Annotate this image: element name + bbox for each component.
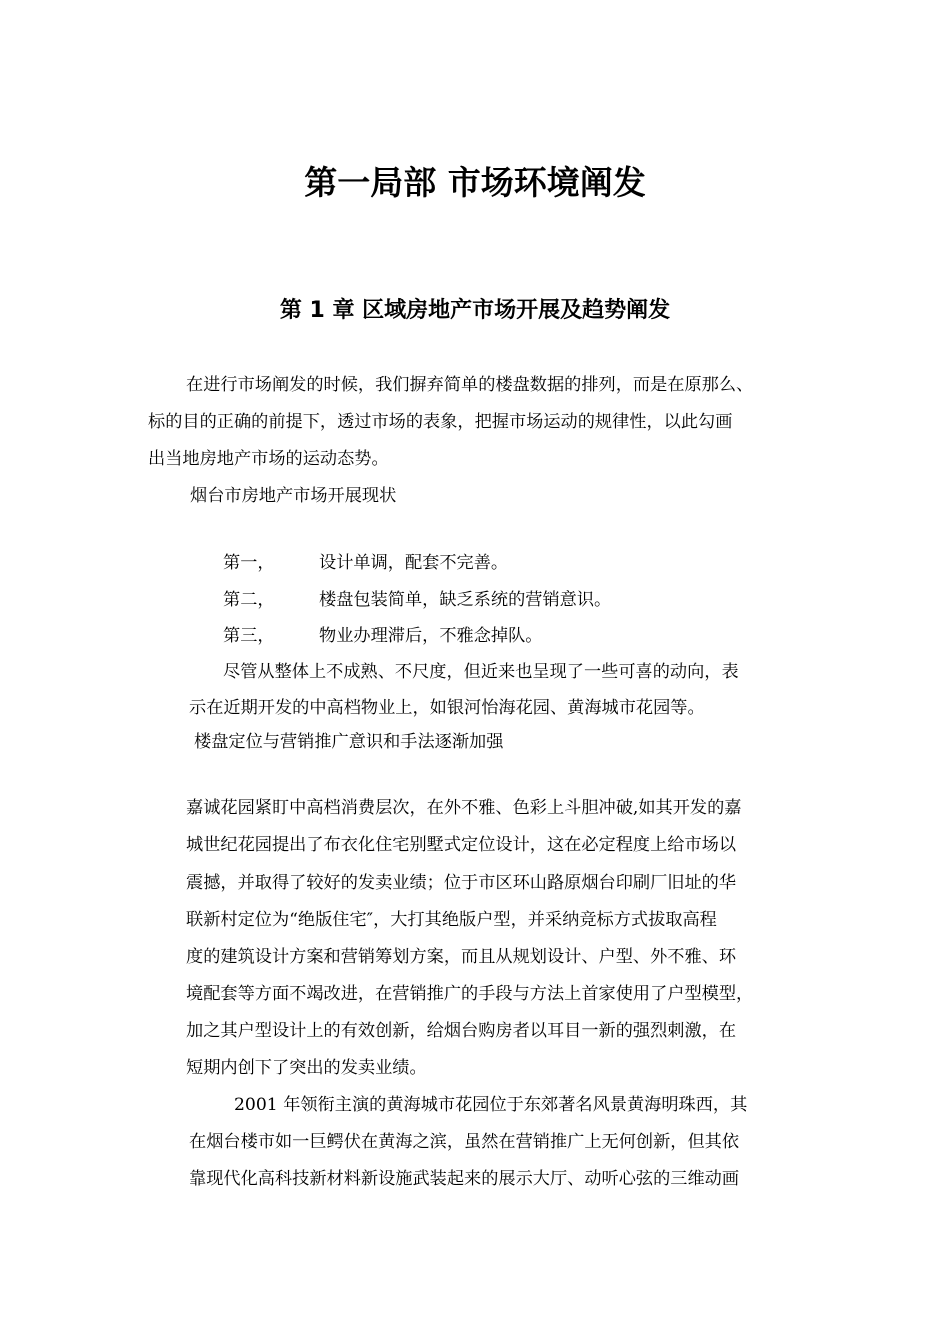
paragraph-line: 度的建筑设计方案和营销筹划方案，而且从规划设计、户型、外不雅、环 bbox=[186, 947, 737, 967]
paragraph-line: 加之其户型设计上的有效创新，给烟台购房者以耳目一新的强烈刺激，在 bbox=[186, 1021, 737, 1041]
list-item-number: 第二， bbox=[223, 590, 275, 610]
chapter-title: 第 1 章 区域房地产市场开展及趋势阐发 bbox=[279, 298, 671, 323]
paragraph-line: 2001 年领衔主演的黄海城市花园位于东郊著名风景黄海明珠西，其 bbox=[234, 1095, 748, 1115]
list-item-text: 楼盘包装简单，缺乏系统的营销意识。 bbox=[319, 590, 612, 610]
list-item-number: 第三， bbox=[223, 626, 275, 646]
part-title: 第一局部 市场环境阐发 bbox=[304, 163, 646, 202]
progress-line: 示在近期开发的中高档物业上，如银河怡海花园、黄海城市花园等。 bbox=[189, 698, 705, 718]
paragraph-line: 嘉诚花园紧盯中高档消费层次，在外不雅、色彩上斗胆冲破,如其开发的嘉 bbox=[186, 798, 742, 818]
paragraph-line: 境配套等方面不竭改进，在营销推广的手段与方法上首家使用了户型模型， bbox=[186, 984, 754, 1004]
progress-line: 尽管从整体上不成熟、不尺度，但近来也呈现了一些可喜的动向，表 bbox=[223, 662, 739, 682]
list-item-text: 物业办理滞后，不雅念掉队。 bbox=[319, 626, 543, 646]
paragraph-line: 靠现代化高科技新材料新设施武装起来的展示大厅、动听心弦的三维动画 bbox=[189, 1169, 740, 1189]
paragraph-line: 短期内创下了突出的发卖业绩。 bbox=[186, 1058, 427, 1078]
intro-line: 出当地房地产市场的运动态势。 bbox=[148, 449, 389, 469]
paragraph-line: 城世纪花园提出了布衣化住宅别墅式定位设计，这在必定程度上给市场以 bbox=[186, 835, 737, 855]
subheading: 楼盘定位与营销推广意识和手法逐渐加强 bbox=[194, 732, 504, 752]
intro-line: 标的目的正确的前提下，透过市场的表象，把握市场运动的规律性，以此勾画 bbox=[148, 412, 733, 432]
paragraph-line: 震撼，并取得了较好的发卖业绩；位于市区环山路原烟台印刷厂旧址的华 bbox=[186, 873, 737, 893]
list-item-text: 设计单调，配套不完善。 bbox=[319, 553, 509, 573]
paragraph-line: 在烟台楼市如一巨鳄伏在黄海之滨，虽然在营销推广上无何创新，但其依 bbox=[189, 1132, 740, 1152]
paragraph-line: 联新村定位为“绝版住宅″，大打其绝版户型，并采纳竞标方式拔取高程 bbox=[186, 910, 717, 930]
list-item-number: 第一， bbox=[223, 553, 275, 573]
section-heading: 烟台市房地产市场开展现状 bbox=[190, 486, 397, 506]
intro-line: 在进行市场阐发的时候，我们摒弃简单的楼盘数据的排列，而是在原那么、 bbox=[186, 375, 754, 395]
